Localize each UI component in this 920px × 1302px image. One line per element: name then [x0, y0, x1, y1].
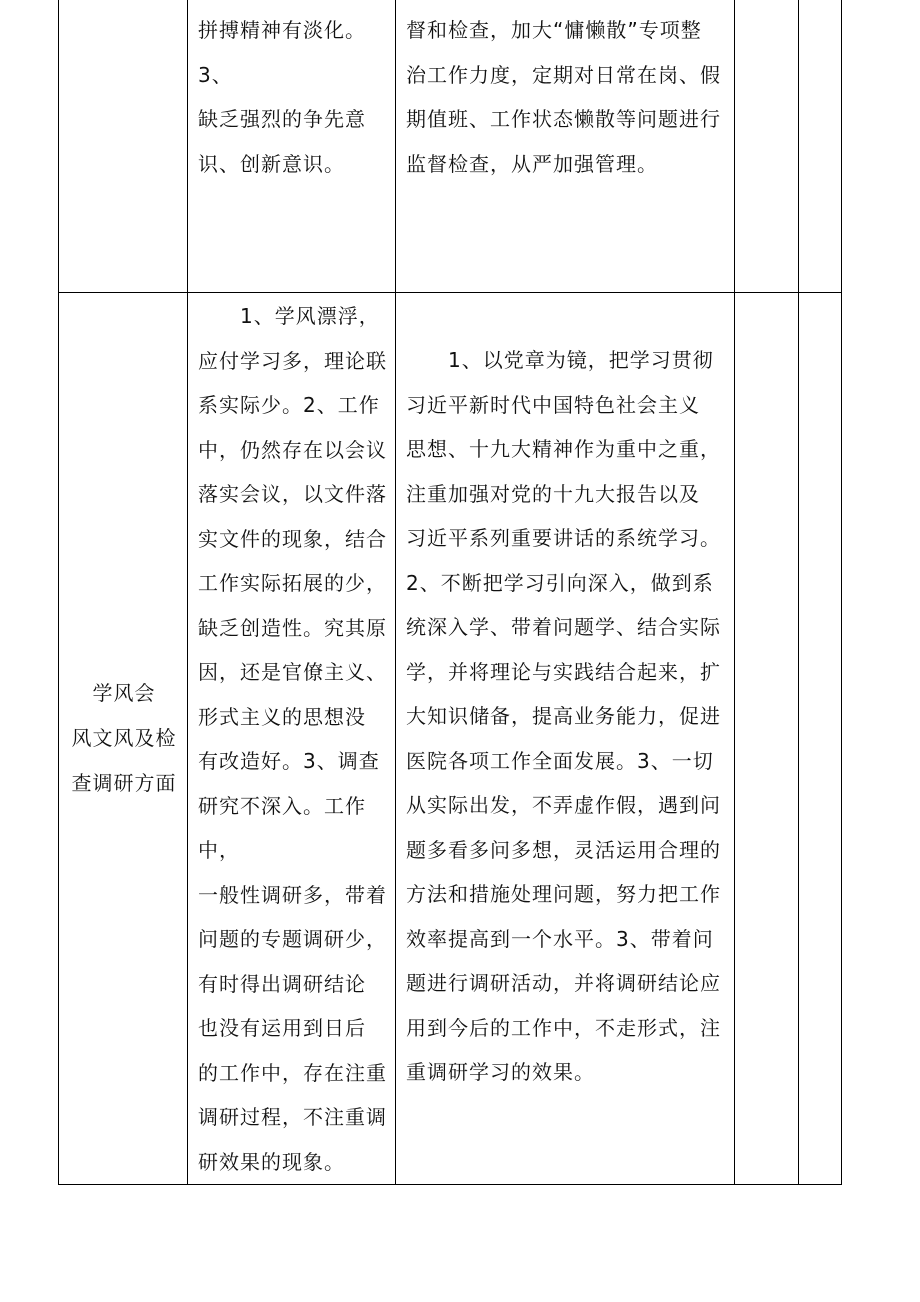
category-cell	[59, 293, 188, 1185]
measure-cell	[396, 293, 735, 1185]
measure-text: 督和检查，加大“慵懒散”专项整 治工作力度，定期对日常在岗、假 期值班、工作状态懒散等问题进行 监督检查，从严加强管理。	[406, 18, 721, 176]
empty-cell	[735, 293, 799, 1185]
empty-cell	[799, 0, 842, 293]
table-row	[59, 0, 842, 293]
measure-cell	[396, 0, 735, 293]
category-text: 学风会 风文风及检 查调研方面	[71, 681, 177, 795]
empty-cell	[735, 0, 799, 293]
problem-text: 拼搏精神有淡化。3、 缺乏强烈的争先意 识、创新意识。	[198, 18, 366, 176]
table-row	[59, 293, 842, 1185]
empty-cell	[799, 293, 842, 1185]
problem-cell	[188, 293, 396, 1185]
problem-text: 1、学风漂浮， 应付学习多，理论联 系实际少。2、工作 中，仍然存在以会议 落实会议，以文件落 实文件的现象，结合 工作实际拓展的少， 缺乏创造性。究其原 因，还是官僚主义、 形式主义的思想没 有改造好。3、调查 研究不深入。工作中， 一般性调研多，带着 问题的专题调研少， 有时得出调研结论 也没有运用到日后 的工作中，存在注重 调研过程，不注重调 研效果的现象。	[198, 304, 387, 1174]
measure-text: 1、以党章为镜，把学习贯彻 习近平新时代中国特色社会主义 思想、十九大精神作为重中之重， 注重加强对党的十九大报告以及 习近平系列重要讲话的系统学习。 2、不断把学习引向深入，做到系 统深入学、带着问题学、结合实际 学，并将理论与实践结合起来，扩 大知识储备，提高业务能力，促进 医院各项工作全面发展。3、一切 从实际出发，不弄虚作假，遇到问 题多看多问多想，灵活运用合理的 方法和措施处理问题，努力把工作 效率提高到一个水平。3、带着问 题进行调研活动，并将调研结论应 用到今后的工作中，不走形式，注 重调研学习的效果。	[406, 348, 721, 1084]
rectification-table	[58, 0, 842, 1185]
category-cell	[59, 0, 188, 293]
problem-cell	[188, 0, 396, 293]
